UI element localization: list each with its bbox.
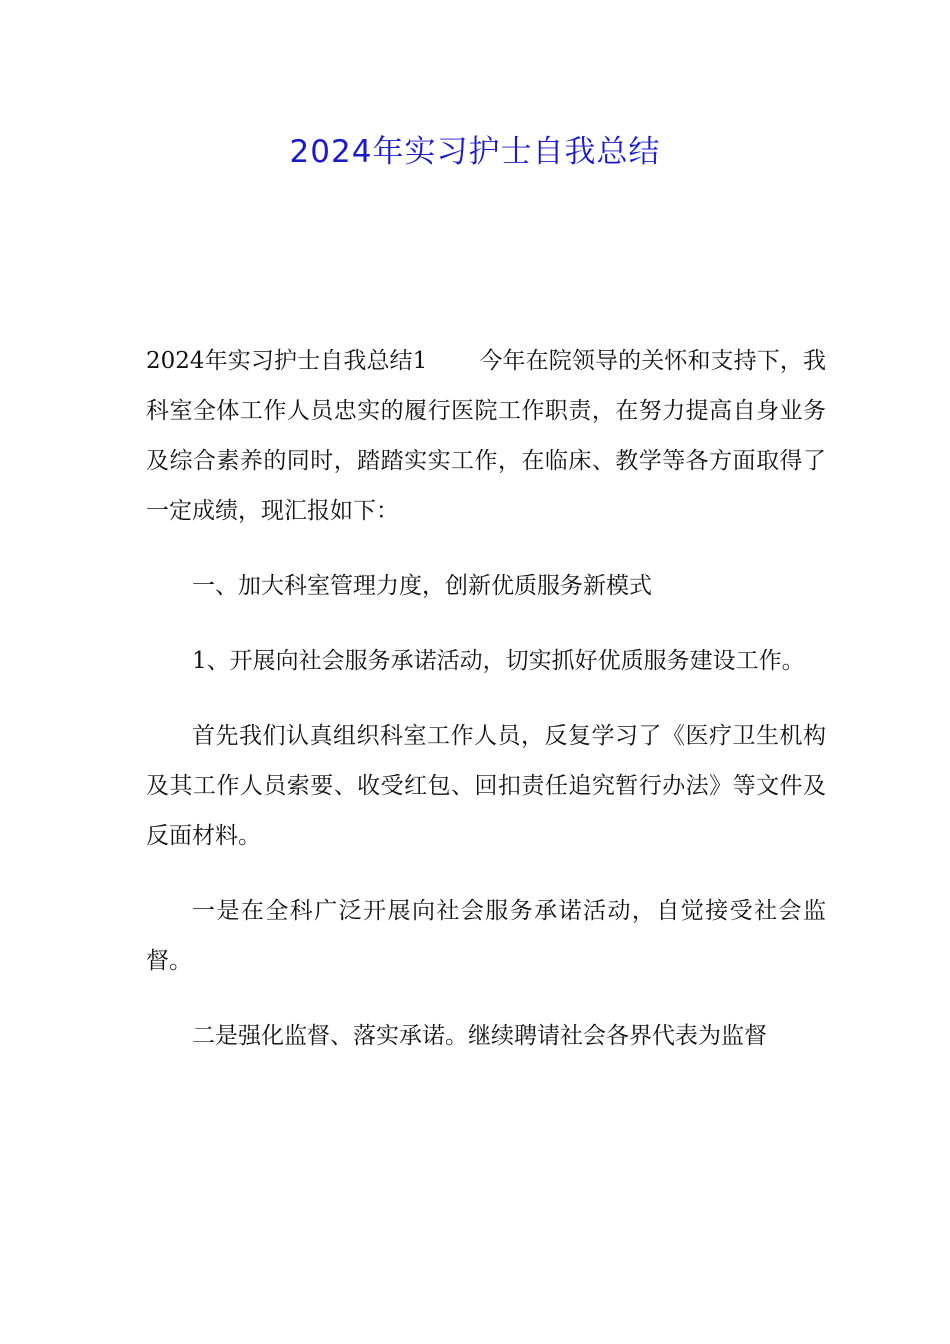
paragraph-intro-body: 今年在院领导的关怀和支持下，我科室全体工作人员忠实的履行医院工作职责，在努力提高自身业务及综合素养的同时，踏踏实实工作，在临床、教学等各方面取得了一定成绩，现汇报如下： xyxy=(146,348,827,524)
paragraph-intro-heading: 2024年实习护士自我总结1 xyxy=(146,348,428,374)
paragraph-point-1: 一是在全科广泛开展向社会服务承诺活动，自觉接受社会监督。 xyxy=(146,898,826,974)
paragraph-intro xyxy=(146,336,826,536)
paragraph-study: 首先我们认真组织科室工作人员，反复学习了《医疗卫生机构及其工作人员索要、收受红包、回扣责任追究暂行办法》等文件及反面材料。 xyxy=(146,723,826,849)
paragraph-point-2: 二是强化监督、落实承诺。继续聘请社会各界代表为监督 xyxy=(192,1023,767,1049)
document-title: 2024年实习护士自我总结 xyxy=(289,134,661,170)
paragraph-section-heading: 一、加大科室管理力度，创新优质服务新模式 xyxy=(192,573,652,599)
paragraph-item-1: 1、开展向社会服务承诺活动，切实抓好优质服务建设工作。 xyxy=(192,648,805,674)
document-body xyxy=(146,336,826,1086)
